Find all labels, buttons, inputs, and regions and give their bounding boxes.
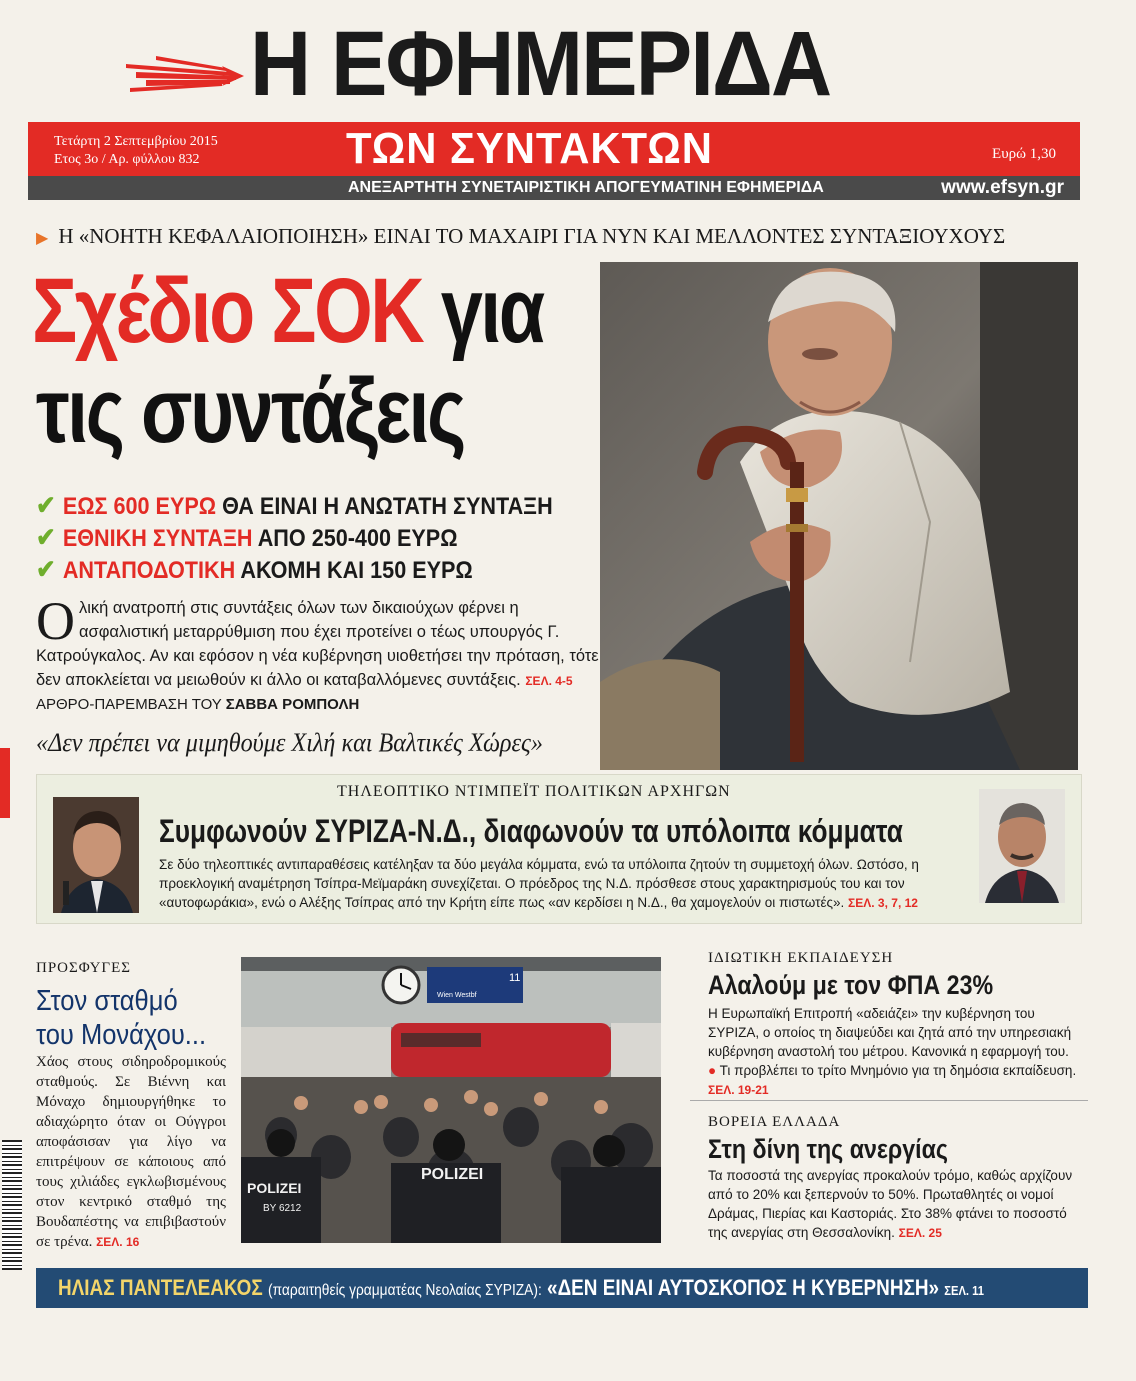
education-kicker: ΙΔΙΩΤΙΚΗ ΕΚΠΑΙΔΕΥΣΗ — [708, 950, 894, 966]
barcode — [2, 1140, 22, 1270]
debate-headline[interactable]: Συμφωνούν ΣΥΡΙΖΑ-Ν.Δ., διαφωνούν τα υπόλοιπα κόμματα — [159, 813, 903, 849]
op-ed-label: ΑΡΘΡΟ-ΠΑΡΕΜΒΑΣΗ ΤΟΥ ΣΑΒΒΑ ΡΟΜΠΟΛΗ — [36, 696, 360, 713]
lead-body: Ολική ανατροπή στις συντάξεις όλων των δικαιούχων φέρνει η ασφαλιστική μεταρρύθμιση που έχει προτείνει ο τέως υπουργός Γ. Κατρούγκαλος. Αν και εφόσον η νέα κυβέρνηση υιοθετήσει την πρόταση, τότε δεν αποκλείεται να μειωθούν κι άλλο οι καταβαλλόμενες συντάξεις. ΣΕΛ. 4-5 — [36, 591, 599, 689]
speed-lines-logo — [126, 50, 244, 100]
price: Ευρώ 1,30 — [992, 146, 1056, 162]
bottom-quote-bar — [36, 1268, 1088, 1308]
platform-number: 11 — [509, 972, 521, 984]
website-link[interactable]: www.efsyn.gr — [941, 177, 1064, 198]
page-ref[interactable]: ΣΕΛ. 19-21 — [708, 1083, 769, 1097]
pensioner-photo — [600, 262, 1078, 770]
column-divider — [690, 1100, 1088, 1101]
refugees-body: Χάος στους σιδηροδρομικούς σταθμούς. Σε Βιέννη και Μόναχο δημιουργήθηκε το αδιαχώρητο όταν οι Ούγγροι αποφάσισαν για λίγο να επιτρέψουν σε κάποιους από τους χιλιάδες εγκλωβισμένους στον κεντρικό σταθμό της Βουδαπέστης να επιβιβαστούν σε τρένα. ΣΕΛ. 16 — [36, 1054, 226, 1250]
munich-station-photo — [241, 957, 661, 1243]
drop-cap: Ο — [36, 591, 75, 651]
police-vest-number: BY 6212 — [263, 1203, 302, 1214]
issue-number: Ετος 3ο / Αρ. φύλλου 832 — [54, 152, 200, 167]
platform-destination: Wien Westbf — [437, 992, 477, 999]
bullet-dot-icon: ● — [708, 1063, 717, 1078]
debate-kicker: ΤΗΛΕΟΠΤΙΚΟ ΝΤΙΜΠΕΪΤ ΠΟΛΙΤΙΚΩΝ ΑΡΧΗΓΩΝ — [337, 783, 731, 800]
refugees-headline[interactable]: Στον σταθμό του Μονάχου... — [36, 985, 207, 1051]
checkmark-icon: ✔ — [36, 522, 56, 552]
debate-body: Σε δύο τηλεοπτικές αντιπαραθέσεις κατέληξαν τα δύο μεγάλα κόμματα, ενώ τα υπόλοιπα ζητούν τη συμμετοχή όλων. Ωστόσο, η προεκλογική αναμέτρηση Τσίπρα-Μεϊμαράκη συνεχίζεται. Ο πρόεδρος της Ν.Δ. πρόσθεσε στους χαρακτηρισμούς του και τον «αυτοφωράκια», ενώ ο Αλέξης Τσίπρας από την Κρήτη είπε πως «αν κερδίσει η Ν.Δ., θα χαμογελούν οι πιστωτές». ΣΕΛ. 3, 7, 12 — [159, 857, 919, 910]
masthead-red-bar — [28, 122, 1080, 176]
checkmark-icon: ✔ — [36, 490, 56, 520]
op-ed-quote[interactable]: «Δεν πρέπει να μιμηθούμε Χιλή και Βαλτικές Χώρες» — [36, 728, 543, 757]
meimarakis-photo — [979, 789, 1065, 903]
north-body: Τα ποσοστά της ανεργίας προκαλούν τρόμο, καθώς αρχίζουν από το 20% και ξεπερνούν το 50%. Πρωταθλητές οι νομοί Δράμας, Πιερίας και Καστοριάς. Στο 38% φτάνει το ποσοστό της ανεργίας στη Θεσσαλονίκη. ΣΕΛ. 25 — [708, 1168, 1073, 1240]
tagline: ΑΝΕΞΑΡΤΗΤΗ ΣΥΝΕΤΑΙΡΙΣΤΙΚΗ ΑΠΟΓΕΥΜΑΤΙΝΗ ΕΦΗΜΕΡΙΔΑ — [348, 179, 824, 196]
education-headline[interactable]: Αλαλούμ με τον ΦΠΑ 23% — [708, 970, 994, 1000]
lead-bullet: ✔ ΕΘΝΙΚΗ ΣΥΝΤΑΞΗ ΑΠΟ 250-400 ΕΥΡΩ — [36, 522, 458, 552]
page-ref[interactable]: ΣΕΛ. 4-5 — [525, 674, 573, 688]
police-vest-label: POLIZEI — [247, 1180, 302, 1196]
refugees-kicker: ΠΡΟΣΦΥΓΕΣ — [36, 960, 131, 976]
lead-headline-line1: Σχέδιο ΣΟΚ για — [32, 260, 543, 362]
page-ref[interactable]: ΣΕΛ. 3, 7, 12 — [848, 896, 918, 910]
masthead-title: Η ΕΦΗΜΕΡΙΔΑ — [250, 13, 831, 115]
lead-kicker: ▶ Η «ΝΟΗΤΗ ΚΕΦΑΛΑΙΟΠΟΙΗΣΗ» ΕΙΝΑΙ ΤΟ ΜΑΧΑΙΡΙ ΓΙΑ ΝΥΝ ΚΑΙ ΜΕΛΛΟΝΤΕΣ ΣΥΝΤΑΞΙΟΥΧΟΥΣ — [36, 224, 1006, 248]
education-body: Η Ευρωπαϊκή Επιτροπή «αδειάζει» την κυβέρνηση του ΣΥΡΙΖΑ, ο οποίος τη διαψεύδει και ζητά από την υπηρεσιακή κυβέρνηση αναστολή του μέτρου. Κανονικά η εφαρμογή του. ● Τι προβλέπει το τρίτο Μνημόνιο για τη δημόσια εκπαίδευση. ΣΕΛ. 19-21 — [708, 1006, 1077, 1097]
issue-date: Τετάρτη 2 Σεπτεμβρίου 2015 — [54, 134, 218, 149]
north-headline[interactable]: Στη δίνη της ανεργίας — [708, 1134, 948, 1164]
masthead-subtitle: ΤΩΝ ΣΥΝΤΑΚΤΩΝ — [346, 124, 713, 173]
police-vest-label: POLIZEI — [421, 1166, 484, 1183]
triangle-icon: ▶ — [36, 230, 49, 247]
lead-bullet: ✔ ΑΝΤΑΠΟΔΟΤΙΚΗ ΑΚΟΜΗ ΚΑΙ 150 ΕΥΡΩ — [36, 554, 473, 584]
lead-headline-line2: τις συντάξεις — [36, 360, 464, 462]
edge-strip — [0, 748, 10, 818]
masthead-tagline-bar — [28, 176, 1080, 200]
lead-bullet: ✔ ΕΩΣ 600 ΕΥΡΩ ΘΑ ΕΙΝΑΙ Η ΑΝΩΤΑΤΗ ΣΥΝΤΑΞΗ — [36, 490, 553, 520]
tsipras-photo — [53, 797, 139, 913]
bottom-quote[interactable]: ΗΛΙΑΣ ΠΑΝΤΕΛΕΑΚΟΣ (παραιτηθείς γραμματέας Νεολαίας ΣΥΡΙΖΑ): «ΔΕΝ ΕΙΝΑΙ ΑΥΤΟΣΚΟΠΟΣ Η ΚΥΒΕΡΝΗΣΗ» ΣΕΛ. 11 — [58, 1275, 984, 1300]
checkmark-icon: ✔ — [36, 554, 56, 584]
north-kicker: ΒΟΡΕΙΑ ΕΛΛΑΔΑ — [708, 1114, 841, 1130]
page-ref[interactable]: ΣΕΛ. 25 — [898, 1226, 942, 1240]
page-ref[interactable]: ΣΕΛ. 16 — [96, 1235, 140, 1249]
debate-box — [36, 774, 1082, 924]
